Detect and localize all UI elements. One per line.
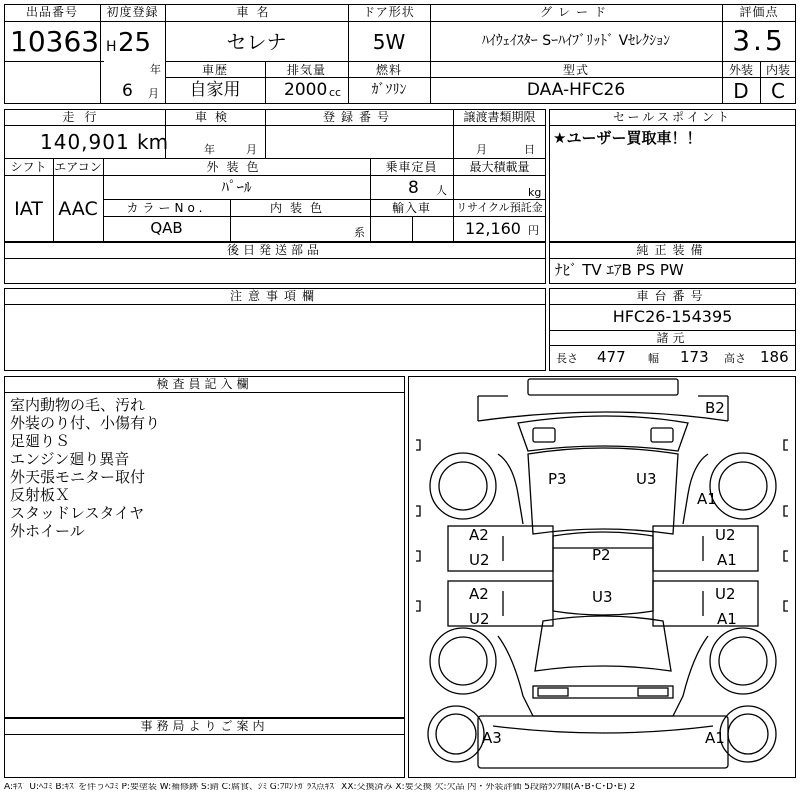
ext-label: 外装	[728, 63, 753, 77]
lot-label: 出品番号	[25, 5, 78, 19]
damage-a1-right-2: A1	[717, 610, 737, 628]
model-value: DAA-HFC26	[526, 80, 626, 100]
disp-unit: cc	[329, 86, 342, 99]
transfer-label: 譲渡書類期限	[463, 110, 536, 124]
damage-a1-right-top: A1	[697, 490, 717, 508]
inspection-month-unit: 月	[246, 143, 257, 156]
damage-u3-top: U3	[636, 470, 657, 488]
mileage-value: 140,901	[40, 130, 130, 154]
damage-b2: B2	[705, 399, 725, 417]
height-label: 高さ	[724, 352, 746, 365]
load-unit: kg	[528, 186, 542, 199]
length-label: 長さ	[556, 352, 578, 365]
lot-number: 10363	[10, 25, 100, 58]
inspector-line: 外装のり付、小傷有り	[10, 414, 161, 432]
intcolor-label: 内装色	[269, 201, 330, 215]
ac-value: AAC	[58, 198, 98, 220]
dims-label: 諸元	[656, 331, 689, 345]
score-label: 評価点	[739, 5, 779, 19]
equipment-label: 純正装備	[636, 243, 709, 257]
inspector-line: 室内動物の毛、汚れ	[10, 396, 146, 414]
int-grade: C	[771, 79, 785, 103]
mileage-unit: km	[137, 130, 169, 154]
color-value: ﾊﾟｰﾙ	[221, 178, 252, 196]
recycle-unit: 円	[528, 224, 539, 237]
grade-label: グレード	[539, 5, 612, 19]
colorno-value: QAB	[150, 219, 183, 237]
first-reg-label: 初度登録	[106, 5, 159, 19]
reg-month: 6	[122, 81, 133, 101]
ext-grade: D	[733, 79, 749, 103]
history-value: 自家用	[189, 80, 241, 100]
later-parts-label: 後日発送部品	[226, 243, 323, 257]
legend-text: A:ｷｽﾞ U:ﾍｺﾐ B:ｷｽﾞを伴うﾍｺﾐ P:要塗装 W:補修跡 S:錆 C:腐食、ｼﾐ G:ﾌﾛﾝﾄｶﾞﾗｽ点ｷｽﾞ XX:交換済み X:要交換 欠:欠品 内・外装評価 5段階ﾗﾝｸ順(A･B･C･D･E) 2	[4, 783, 636, 792]
doors-label: ドア形状	[363, 5, 415, 19]
height-value: 186	[760, 348, 789, 366]
damage-a2-left-2: A2	[469, 585, 489, 603]
reg-year: 25	[118, 28, 152, 58]
damage-p3: P3	[548, 470, 567, 488]
year-unit: 年	[150, 63, 161, 76]
inspector-line: スタッドレスタイヤ	[10, 504, 145, 522]
month-unit: 月	[148, 87, 159, 100]
recycle-value: 12,160	[465, 219, 521, 238]
doors-value: 5W	[372, 30, 406, 54]
inspector-label: 検査員記入欄	[156, 377, 253, 391]
int-label: 内装	[765, 63, 790, 77]
intcolor-unit: 系	[354, 226, 365, 239]
recycle-label: リサイクル預託金	[456, 201, 543, 214]
era: H	[106, 39, 117, 55]
damage-a2-left-1: A2	[469, 526, 489, 544]
colorno-label: カラーNo.	[126, 201, 207, 215]
ac-label: エアコン	[54, 160, 102, 174]
damage-a1-right-1: A1	[717, 551, 737, 569]
sales-point-text: ★ユーザー買取車！！	[553, 129, 702, 147]
import-label: 輸入車	[391, 201, 431, 215]
damage-a3: A3	[482, 729, 502, 747]
damage-u2-right-2: U2	[715, 585, 736, 603]
model-label: 型式	[562, 63, 589, 77]
width-value: 173	[680, 348, 709, 366]
shift-label: シフト	[10, 160, 47, 174]
color-label: 外装色	[206, 160, 267, 174]
length-value: 477	[597, 348, 626, 366]
office-label: 事務局よりご案内	[140, 719, 269, 733]
inspector-notes	[10, 396, 160, 540]
inspector-line: 足廻りＳ	[10, 432, 71, 450]
sales-point-label: セールスポイント	[613, 110, 732, 124]
disp-value: 2000	[284, 80, 328, 100]
inspector-line: 反射板Ｘ	[10, 486, 71, 504]
car-name: セレナ	[226, 30, 287, 54]
fuel-label: 燃料	[375, 63, 402, 77]
inspector-line: 外ホイール	[10, 522, 85, 540]
transfer-day-unit: 日	[524, 143, 535, 156]
chassis-label: 車台番号	[636, 289, 709, 303]
equipment-text: ﾅﾋﾞ TV ｴｱB PS PW	[555, 261, 684, 279]
damage-u2-right-1: U2	[715, 526, 736, 544]
car-diagram	[408, 376, 796, 778]
damage-u3-center: U3	[592, 588, 613, 606]
grade-value: ﾊｲｳｪｲｽﾀｰ Sｰﾊｲﾌﾞﾘｯﾄﾞ Vｾﾚｸｼｮﾝ	[481, 33, 671, 49]
score-value: 3.5	[732, 24, 786, 57]
damage-p2: P2	[592, 546, 611, 564]
notes-label: 注意事項欄	[229, 289, 320, 303]
disp-label: 排気量	[286, 63, 326, 77]
regno-label: 登録番号	[322, 110, 395, 124]
shift-value: IAT	[14, 198, 43, 220]
name-label: 車名	[236, 5, 277, 19]
seats-label: 乗車定員	[385, 160, 438, 174]
mileage-label: 走行	[62, 110, 107, 124]
history-label: 車歴	[201, 63, 228, 77]
seats-value: 8	[408, 178, 419, 198]
width-label: 幅	[648, 352, 659, 365]
inspector-line: 外天張モニター取付	[10, 468, 146, 486]
chassis-number: HFC26-154395	[612, 307, 733, 326]
load-label: 最大積載量	[469, 160, 530, 174]
seats-unit: 人	[436, 184, 447, 197]
inspection-label: 車検	[194, 110, 235, 124]
inspection-year-unit: 年	[204, 143, 215, 156]
damage-u2-left-2: U2	[469, 610, 490, 628]
transfer-month-unit: 月	[476, 143, 487, 156]
inspector-line: エンジン廻り異音	[10, 450, 130, 468]
damage-a1-bottom: A1	[705, 729, 725, 747]
fuel-value: ｶﾞｿﾘﾝ	[371, 82, 407, 98]
damage-u2-left-1: U2	[469, 551, 490, 569]
